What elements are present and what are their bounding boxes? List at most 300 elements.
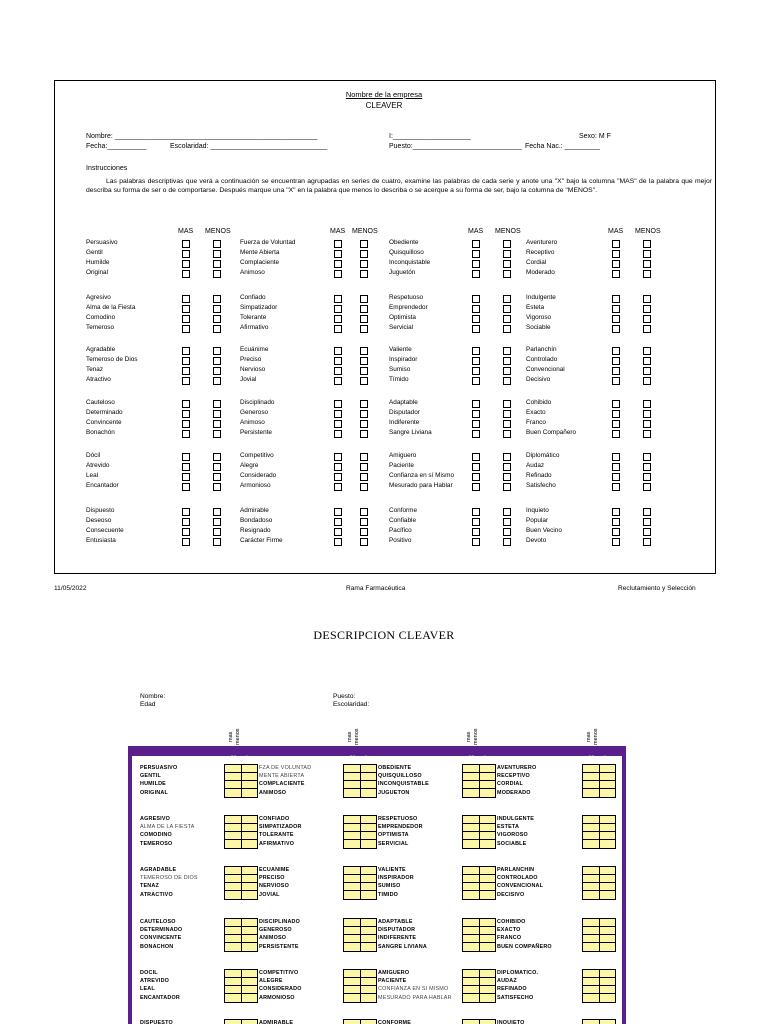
sexo-field[interactable]: Sexo: M F [579, 133, 611, 140]
menos-checkbox[interactable] [360, 430, 368, 438]
menos-checkbox[interactable] [360, 420, 368, 428]
mas-checkbox[interactable] [472, 453, 480, 461]
mas-checkbox[interactable] [612, 347, 620, 355]
mas-checkbox[interactable] [182, 260, 190, 268]
menos-checkbox[interactable] [643, 260, 651, 268]
answer-cells[interactable] [343, 764, 377, 798]
menos-checkbox[interactable] [213, 508, 221, 516]
answer-cell-row[interactable] [463, 943, 495, 951]
answer-cells[interactable] [582, 815, 616, 849]
answer-cells[interactable] [224, 815, 258, 849]
menos-checkbox[interactable] [213, 367, 221, 375]
mas-checkbox[interactable] [334, 315, 342, 323]
answer-cells[interactable] [462, 1019, 496, 1024]
answer-cell-row[interactable] [344, 867, 376, 875]
answer-cell-row[interactable] [344, 832, 376, 840]
menos-checkbox[interactable] [213, 270, 221, 278]
menos-checkbox[interactable] [643, 270, 651, 278]
mas-checkbox[interactable] [182, 420, 190, 428]
answer-cell-row[interactable] [463, 867, 495, 875]
answer-cells[interactable] [582, 764, 616, 798]
menos-checkbox[interactable] [643, 430, 651, 438]
mas-checkbox[interactable] [612, 270, 620, 278]
mas-checkbox[interactable] [334, 528, 342, 536]
answer-cell-row[interactable] [344, 789, 376, 797]
answer-cell-row[interactable] [344, 994, 376, 1002]
menos-checkbox[interactable] [213, 305, 221, 313]
menos-checkbox[interactable] [213, 295, 221, 303]
mas-checkbox[interactable] [612, 305, 620, 313]
answer-cell-row[interactable] [463, 840, 495, 848]
menos-checkbox[interactable] [360, 483, 368, 491]
menos-checkbox[interactable] [503, 357, 511, 365]
mas-checkbox[interactable] [182, 400, 190, 408]
answer-cell-row[interactable] [344, 883, 376, 891]
mas-checkbox[interactable] [334, 295, 342, 303]
answer-cell-row[interactable] [225, 824, 257, 832]
answer-cell-row[interactable] [225, 935, 257, 943]
menos-checkbox[interactable] [643, 528, 651, 536]
mas-checkbox[interactable] [334, 250, 342, 258]
mas-checkbox[interactable] [472, 420, 480, 428]
answer-cell-row[interactable] [225, 765, 257, 773]
menos-checkbox[interactable] [213, 315, 221, 323]
menos-checkbox[interactable] [643, 508, 651, 516]
menos-checkbox[interactable] [643, 315, 651, 323]
mas-checkbox[interactable] [334, 240, 342, 248]
answer-cell-row[interactable] [583, 816, 615, 824]
escolaridad-field[interactable]: Escolaridad: ______________________________ [170, 143, 328, 150]
answer-cell-row[interactable] [583, 935, 615, 943]
menos-checkbox[interactable] [503, 410, 511, 418]
answer-cell-row[interactable] [225, 994, 257, 1002]
answer-cell-row[interactable] [344, 765, 376, 773]
answer-cell-row[interactable] [344, 927, 376, 935]
menos-checkbox[interactable] [213, 473, 221, 481]
mas-checkbox[interactable] [472, 347, 480, 355]
menos-checkbox[interactable] [213, 528, 221, 536]
mas-checkbox[interactable] [334, 430, 342, 438]
mas-checkbox[interactable] [612, 240, 620, 248]
menos-checkbox[interactable] [503, 347, 511, 355]
answer-cell-row[interactable] [225, 891, 257, 899]
answer-cells[interactable] [462, 918, 496, 952]
answer-cell-row[interactable] [583, 970, 615, 978]
menos-checkbox[interactable] [360, 315, 368, 323]
mas-checkbox[interactable] [182, 315, 190, 323]
menos-checkbox[interactable] [360, 400, 368, 408]
menos-checkbox[interactable] [213, 250, 221, 258]
mas-checkbox[interactable] [182, 430, 190, 438]
mas-checkbox[interactable] [472, 240, 480, 248]
mas-checkbox[interactable] [334, 463, 342, 471]
mas-checkbox[interactable] [472, 325, 480, 333]
answer-cell-row[interactable] [583, 867, 615, 875]
mas-checkbox[interactable] [472, 430, 480, 438]
answer-cell-row[interactable] [344, 978, 376, 986]
menos-checkbox[interactable] [503, 367, 511, 375]
menos-checkbox[interactable] [503, 377, 511, 385]
menos-checkbox[interactable] [643, 250, 651, 258]
answer-cell-row[interactable] [225, 986, 257, 994]
answer-cells[interactable] [343, 969, 377, 1003]
answer-cell-row[interactable] [463, 816, 495, 824]
mas-checkbox[interactable] [182, 483, 190, 491]
mas-checkbox[interactable] [472, 295, 480, 303]
menos-checkbox[interactable] [360, 240, 368, 248]
mas-checkbox[interactable] [334, 483, 342, 491]
answer-cell-row[interactable] [225, 840, 257, 848]
mas-checkbox[interactable] [472, 357, 480, 365]
menos-checkbox[interactable] [503, 240, 511, 248]
menos-checkbox[interactable] [360, 295, 368, 303]
answer-cell-row[interactable] [463, 978, 495, 986]
answer-cells[interactable] [224, 918, 258, 952]
i-field[interactable]: I:____________________ [389, 133, 471, 140]
mas-checkbox[interactable] [334, 270, 342, 278]
answer-cells[interactable] [582, 1019, 616, 1024]
menos-checkbox[interactable] [360, 528, 368, 536]
menos-checkbox[interactable] [360, 463, 368, 471]
answer-cell-row[interactable] [344, 919, 376, 927]
mas-checkbox[interactable] [334, 377, 342, 385]
menos-checkbox[interactable] [503, 305, 511, 313]
answer-cell-row[interactable] [583, 986, 615, 994]
mas-checkbox[interactable] [182, 473, 190, 481]
puesto-field[interactable]: Puesto:____________________________ [389, 143, 522, 150]
answer-cells[interactable] [343, 815, 377, 849]
answer-cell-row[interactable] [463, 891, 495, 899]
answer-cell-row[interactable] [225, 832, 257, 840]
answer-cell-row[interactable] [344, 816, 376, 824]
answer-cells[interactable] [582, 918, 616, 952]
answer-cell-row[interactable] [225, 970, 257, 978]
fecha-nac-field[interactable]: Fecha Nac.: _________ [525, 143, 600, 150]
answer-cell-row[interactable] [344, 943, 376, 951]
menos-checkbox[interactable] [360, 347, 368, 355]
menos-checkbox[interactable] [360, 377, 368, 385]
answer-cells[interactable] [343, 866, 377, 900]
mas-checkbox[interactable] [612, 528, 620, 536]
answer-cells[interactable] [224, 764, 258, 798]
answer-cell-row[interactable] [463, 824, 495, 832]
answer-cell-row[interactable] [225, 927, 257, 935]
answer-cell-row[interactable] [583, 919, 615, 927]
answer-cell-row[interactable] [225, 867, 257, 875]
answer-cell-row[interactable] [583, 978, 615, 986]
mas-checkbox[interactable] [612, 518, 620, 526]
mas-checkbox[interactable] [182, 528, 190, 536]
menos-checkbox[interactable] [213, 430, 221, 438]
answer-cell-row[interactable] [463, 927, 495, 935]
mas-checkbox[interactable] [472, 473, 480, 481]
menos-checkbox[interactable] [643, 357, 651, 365]
menos-checkbox[interactable] [503, 453, 511, 461]
mas-checkbox[interactable] [612, 367, 620, 375]
menos-checkbox[interactable] [643, 295, 651, 303]
menos-checkbox[interactable] [360, 305, 368, 313]
menos-checkbox[interactable] [503, 260, 511, 268]
mas-checkbox[interactable] [472, 377, 480, 385]
menos-checkbox[interactable] [643, 240, 651, 248]
menos-checkbox[interactable] [360, 473, 368, 481]
menos-checkbox[interactable] [503, 538, 511, 546]
mas-checkbox[interactable] [612, 453, 620, 461]
mas-checkbox[interactable] [334, 347, 342, 355]
mas-checkbox[interactable] [612, 538, 620, 546]
menos-checkbox[interactable] [503, 528, 511, 536]
menos-checkbox[interactable] [213, 463, 221, 471]
menos-checkbox[interactable] [503, 483, 511, 491]
menos-checkbox[interactable] [213, 410, 221, 418]
mas-checkbox[interactable] [612, 508, 620, 516]
menos-checkbox[interactable] [503, 295, 511, 303]
answer-cell-row[interactable] [344, 875, 376, 883]
menos-checkbox[interactable] [213, 260, 221, 268]
answer-cells[interactable] [582, 969, 616, 1003]
menos-checkbox[interactable] [643, 305, 651, 313]
mas-checkbox[interactable] [334, 508, 342, 516]
menos-checkbox[interactable] [503, 473, 511, 481]
mas-checkbox[interactable] [472, 367, 480, 375]
answer-cells[interactable] [224, 969, 258, 1003]
menos-checkbox[interactable] [503, 463, 511, 471]
answer-cell-row[interactable] [344, 781, 376, 789]
mas-checkbox[interactable] [334, 453, 342, 461]
menos-checkbox[interactable] [360, 270, 368, 278]
answer-cell-row[interactable] [583, 824, 615, 832]
mas-checkbox[interactable] [612, 315, 620, 323]
mas-checkbox[interactable] [612, 430, 620, 438]
mas-checkbox[interactable] [182, 538, 190, 546]
menos-checkbox[interactable] [643, 420, 651, 428]
mas-checkbox[interactable] [612, 325, 620, 333]
menos-checkbox[interactable] [213, 483, 221, 491]
menos-checkbox[interactable] [503, 518, 511, 526]
mas-checkbox[interactable] [472, 250, 480, 258]
mas-checkbox[interactable] [182, 453, 190, 461]
mas-checkbox[interactable] [612, 473, 620, 481]
mas-checkbox[interactable] [182, 357, 190, 365]
answer-cell-row[interactable] [463, 832, 495, 840]
mas-checkbox[interactable] [182, 377, 190, 385]
answer-cell-row[interactable] [225, 919, 257, 927]
menos-checkbox[interactable] [360, 367, 368, 375]
answer-cells[interactable] [462, 866, 496, 900]
answer-cells[interactable] [462, 764, 496, 798]
answer-cell-row[interactable] [583, 789, 615, 797]
mas-checkbox[interactable] [472, 260, 480, 268]
answer-cell-row[interactable] [344, 986, 376, 994]
mas-checkbox[interactable] [334, 260, 342, 268]
answer-cell-row[interactable] [583, 1020, 615, 1024]
menos-checkbox[interactable] [360, 260, 368, 268]
answer-cells[interactable] [224, 866, 258, 900]
menos-checkbox[interactable] [213, 420, 221, 428]
mas-checkbox[interactable] [182, 367, 190, 375]
menos-checkbox[interactable] [213, 453, 221, 461]
menos-checkbox[interactable] [360, 508, 368, 516]
mas-checkbox[interactable] [612, 483, 620, 491]
answer-cell-row[interactable] [463, 919, 495, 927]
answer-cell-row[interactable] [344, 970, 376, 978]
menos-checkbox[interactable] [360, 538, 368, 546]
menos-checkbox[interactable] [360, 357, 368, 365]
answer-cell-row[interactable] [583, 840, 615, 848]
answer-cell-row[interactable] [583, 781, 615, 789]
menos-checkbox[interactable] [213, 377, 221, 385]
answer-cell-row[interactable] [344, 935, 376, 943]
answer-cell-row[interactable] [463, 970, 495, 978]
mas-checkbox[interactable] [472, 483, 480, 491]
mas-checkbox[interactable] [182, 270, 190, 278]
menos-checkbox[interactable] [643, 453, 651, 461]
mas-checkbox[interactable] [182, 305, 190, 313]
answer-cells[interactable] [462, 815, 496, 849]
menos-checkbox[interactable] [643, 518, 651, 526]
mas-checkbox[interactable] [334, 473, 342, 481]
answer-cell-row[interactable] [583, 832, 615, 840]
answer-cell-row[interactable] [583, 883, 615, 891]
mas-checkbox[interactable] [334, 325, 342, 333]
mas-checkbox[interactable] [182, 463, 190, 471]
menos-checkbox[interactable] [503, 315, 511, 323]
mas-checkbox[interactable] [472, 528, 480, 536]
answer-cell-row[interactable] [463, 781, 495, 789]
menos-checkbox[interactable] [503, 400, 511, 408]
mas-checkbox[interactable] [182, 250, 190, 258]
menos-checkbox[interactable] [503, 250, 511, 258]
mas-checkbox[interactable] [334, 305, 342, 313]
answer-cell-row[interactable] [225, 978, 257, 986]
answer-cell-row[interactable] [463, 883, 495, 891]
mas-checkbox[interactable] [182, 508, 190, 516]
menos-checkbox[interactable] [643, 473, 651, 481]
answer-cell-row[interactable] [583, 927, 615, 935]
answer-cell-row[interactable] [344, 891, 376, 899]
mas-checkbox[interactable] [472, 315, 480, 323]
mas-checkbox[interactable] [612, 463, 620, 471]
answer-cell-row[interactable] [463, 1020, 495, 1024]
answer-cell-row[interactable] [463, 994, 495, 1002]
menos-checkbox[interactable] [643, 483, 651, 491]
answer-cell-row[interactable] [344, 840, 376, 848]
menos-checkbox[interactable] [360, 325, 368, 333]
mas-checkbox[interactable] [472, 305, 480, 313]
mas-checkbox[interactable] [334, 410, 342, 418]
answer-cells[interactable] [224, 1019, 258, 1024]
menos-checkbox[interactable] [643, 377, 651, 385]
answer-cell-row[interactable] [225, 773, 257, 781]
mas-checkbox[interactable] [612, 400, 620, 408]
mas-checkbox[interactable] [334, 538, 342, 546]
menos-checkbox[interactable] [643, 463, 651, 471]
menos-checkbox[interactable] [360, 410, 368, 418]
mas-checkbox[interactable] [334, 518, 342, 526]
mas-checkbox[interactable] [182, 518, 190, 526]
menos-checkbox[interactable] [503, 325, 511, 333]
menos-checkbox[interactable] [643, 367, 651, 375]
answer-cell-row[interactable] [583, 773, 615, 781]
menos-checkbox[interactable] [213, 347, 221, 355]
answer-cell-row[interactable] [344, 773, 376, 781]
mas-checkbox[interactable] [182, 325, 190, 333]
menos-checkbox[interactable] [213, 538, 221, 546]
mas-checkbox[interactable] [472, 508, 480, 516]
menos-checkbox[interactable] [643, 400, 651, 408]
mas-checkbox[interactable] [182, 410, 190, 418]
answer-cell-row[interactable] [583, 994, 615, 1002]
answer-cell-row[interactable] [583, 891, 615, 899]
answer-cell-row[interactable] [225, 883, 257, 891]
menos-checkbox[interactable] [503, 508, 511, 516]
menos-checkbox[interactable] [643, 325, 651, 333]
answer-cell-row[interactable] [463, 875, 495, 883]
answer-cell-row[interactable] [463, 789, 495, 797]
fecha-field[interactable]: Fecha:__________ [86, 143, 147, 150]
menos-checkbox[interactable] [360, 250, 368, 258]
answer-cells[interactable] [462, 969, 496, 1003]
answer-cell-row[interactable] [225, 789, 257, 797]
mas-checkbox[interactable] [182, 295, 190, 303]
menos-checkbox[interactable] [360, 518, 368, 526]
menos-checkbox[interactable] [213, 400, 221, 408]
mas-checkbox[interactable] [612, 410, 620, 418]
menos-checkbox[interactable] [643, 538, 651, 546]
mas-checkbox[interactable] [472, 518, 480, 526]
mas-checkbox[interactable] [612, 295, 620, 303]
mas-checkbox[interactable] [334, 367, 342, 375]
menos-checkbox[interactable] [503, 420, 511, 428]
mas-checkbox[interactable] [612, 420, 620, 428]
answer-cell-row[interactable] [225, 816, 257, 824]
answer-cell-row[interactable] [463, 935, 495, 943]
answer-cells[interactable] [343, 1019, 377, 1024]
answer-cells[interactable] [582, 866, 616, 900]
answer-cell-row[interactable] [225, 1020, 257, 1024]
menos-checkbox[interactable] [643, 347, 651, 355]
mas-checkbox[interactable] [612, 377, 620, 385]
answer-cell-row[interactable] [583, 943, 615, 951]
menos-checkbox[interactable] [503, 430, 511, 438]
mas-checkbox[interactable] [472, 400, 480, 408]
menos-checkbox[interactable] [213, 518, 221, 526]
menos-checkbox[interactable] [360, 453, 368, 461]
nombre-field[interactable]: Nombre: ____________________________________________________ [86, 133, 318, 140]
menos-checkbox[interactable] [643, 410, 651, 418]
answer-cell-row[interactable] [583, 875, 615, 883]
menos-checkbox[interactable] [503, 270, 511, 278]
mas-checkbox[interactable] [182, 347, 190, 355]
answer-cell-row[interactable] [344, 824, 376, 832]
mas-checkbox[interactable] [612, 260, 620, 268]
answer-cell-row[interactable] [225, 875, 257, 883]
answer-cell-row[interactable] [583, 765, 615, 773]
mas-checkbox[interactable] [472, 410, 480, 418]
mas-checkbox[interactable] [472, 270, 480, 278]
answer-cell-row[interactable] [463, 986, 495, 994]
answer-cell-row[interactable] [225, 781, 257, 789]
menos-checkbox[interactable] [213, 240, 221, 248]
answer-cell-row[interactable] [344, 1020, 376, 1024]
mas-checkbox[interactable] [334, 357, 342, 365]
mas-checkbox[interactable] [612, 250, 620, 258]
answer-cell-row[interactable] [225, 943, 257, 951]
menos-checkbox[interactable] [213, 357, 221, 365]
mas-checkbox[interactable] [612, 357, 620, 365]
menos-checkbox[interactable] [213, 325, 221, 333]
mas-checkbox[interactable] [472, 538, 480, 546]
